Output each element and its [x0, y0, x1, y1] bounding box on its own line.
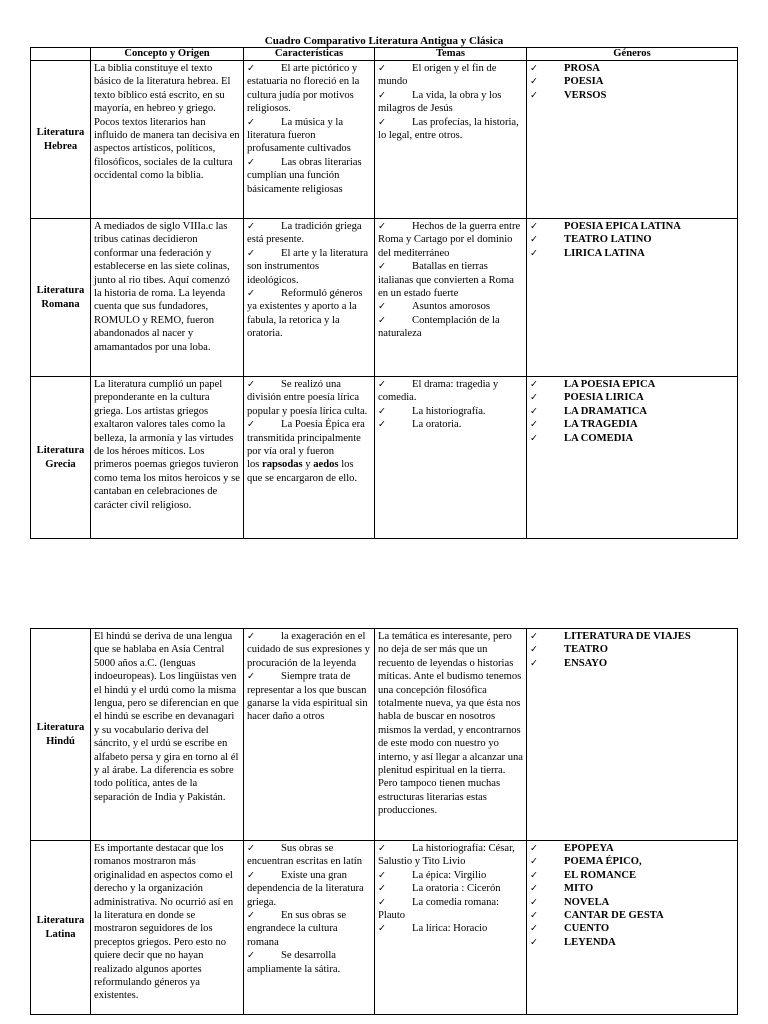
generos-cell: ✓ POESIA EPICA LATINA ✓ TEATRO LATINO ✓ LIRICA LATINA [527, 219, 738, 377]
check-icon: ✓ [530, 392, 538, 404]
check-icon: ✓ [530, 432, 538, 444]
check-icon: ✓ [530, 843, 538, 854]
header-empty [31, 48, 91, 61]
header-concepto: Concepto y Origen [91, 48, 244, 61]
check-icon: ✓ [378, 923, 386, 935]
caracteristicas-cell: ✓ El arte pictórico y estatuaria no floreció en la cultura judía por motivos religiosos. ✓ La música y la literatura fueron profusamente cultivados ✓ Las obras literarias cumplían una función básicamente religiosas [244, 61, 375, 219]
check-icon: ✓ [247, 288, 255, 300]
concepto-cell: La literatura cumplió un papel preponderante en la cultura griega. Los artistas griegos exaltaron valores tales como la belleza, la armonía y las virtudes de los héroes míticos. Los primeros poemas griegos tuvieron como tema los mitos heroicos y se cantaban en celebraciones de carácter civil religioso. [91, 377, 244, 539]
check-icon: ✓ [247, 950, 255, 962]
header-generos: Géneros [527, 48, 738, 61]
row-hebrea [31, 61, 738, 219]
document-title: Cuadro Comparativo Literatura Antigua y Clásica [264, 35, 504, 47]
check-icon: ✓ [247, 379, 255, 390]
check-icon: ✓ [530, 896, 538, 908]
check-icon: ✓ [247, 247, 255, 259]
caracteristicas-cell: ✓ La tradición griega está presente. ✓ El arte y la literatura son instrumentos ideológicos. ✓ Reformuló géneros ya existentes y aporto a la fabula, la retorica y la oratoria. [244, 219, 375, 377]
check-icon: ✓ [530, 923, 538, 935]
check-icon: ✓ [530, 221, 538, 232]
temas-cell: ✓ La historiografía: César, Salustio y Tito Livio ✓ La épica: Virgilio ✓ La oratoria : Cicerón ✓ La comedia romana: Plauto ✓ La lírica: Horacio [375, 841, 527, 1015]
row-label: Literatura Hebrea [31, 61, 91, 219]
check-icon: ✓ [247, 221, 255, 232]
check-icon: ✓ [378, 89, 386, 101]
check-icon: ✓ [247, 910, 255, 922]
temas-cell: La temática es interesante, pero no deja de ser más que un recuento de leyendas o historias míticas. Ante el budismo tenemos una concepción filosófica totalmente nueva, ya que ésta nos habla de buscar en nosotros mismos la verdad, y encontrarnos de este modo con nuestro yo interno, y así llegar a alcanzar una plenitud espiritual en la tierra. Pero tampoco tienen muchas estructuras literarias estas producciones. [375, 629, 527, 841]
generos-cell: ✓ LITERATURA DE VIAJES ✓ TEATRO ✓ ENSAYO [527, 629, 738, 841]
check-icon: ✓ [530, 856, 538, 868]
concepto-cell: Es importante destacar que los romanos mostraron más originalidad en aspectos como el derecho y la organización administrativa. No ocurrió así en la literatura en donde se mostraron seguidores de los preceptos griegos. Pero esto no quiere decir que no hayan realizado algunos aportes reformulando géneros ya existentes. [91, 841, 244, 1015]
check-icon: ✓ [378, 379, 386, 390]
caracteristicas-cell: ✓ la exageración en el cuidado de sus expresiones y procuración de la leyenda ✓ Siempre trata de representar a los que buscan ganarse la vida espiritual sin hacer daño a otros [244, 629, 375, 841]
check-icon: ✓ [530, 89, 538, 101]
check-icon: ✓ [378, 314, 386, 326]
row-label: Literatura Grecia [31, 377, 91, 539]
check-icon: ✓ [247, 671, 255, 683]
row-label: Literatura Latina [31, 841, 91, 1015]
row-hindu [31, 629, 738, 841]
generos-cell: ✓ LA POESIA EPICA ✓ POESIA LIRICA ✓ LA DRAMATICA ✓ LA TRAGEDIA ✓ LA COMEDIA [527, 377, 738, 539]
check-icon: ✓ [530, 644, 538, 656]
header-caracteristicas: Características [244, 48, 375, 61]
check-icon: ✓ [378, 405, 386, 417]
row-romana [31, 219, 738, 377]
check-icon: ✓ [378, 116, 386, 128]
concepto-cell: A mediados de siglo VIIIa.c las tribus catinas decidieron conformar una federación y establecerse en las siete colinas, junto al rio tibes. Aquí comenzó la historia de roma. La leyenda cuenta que sus fundadores, ROMULO y REMO, fueron abandonados al nacer y amamantados por una loba. [91, 219, 244, 377]
row-label: Literatura Hindú [31, 629, 91, 841]
check-icon: ✓ [247, 419, 255, 431]
comparison-table-bottom [30, 628, 738, 1015]
concepto-cell: La biblia constituye el texto básico de la literatura hebrea. El texto bíblico está escrito, en su mayoría, en hebreo y griego. Pocos textos literarios han influido de manera tan decisiva en aspectos artísticos, políticos, filosóficos, sociales de la cultura occidental como la biblia. [91, 61, 244, 219]
check-icon: ✓ [530, 379, 538, 390]
generos-cell: ✓ EPOPEYA ✓ POEMA ÉPICO, ✓ EL ROMANCE ✓ MITO ✓ NOVELA ✓ CANTAR DE GESTA ✓ CUENTO ✓ LEYENDA [527, 841, 738, 1015]
row-grecia [31, 377, 738, 539]
check-icon: ✓ [378, 261, 386, 273]
check-icon: ✓ [378, 221, 386, 232]
check-icon: ✓ [378, 869, 386, 881]
check-icon: ✓ [530, 76, 538, 88]
comparison-table-top [30, 47, 738, 539]
check-icon: ✓ [247, 116, 255, 128]
check-icon: ✓ [247, 63, 255, 74]
check-icon: ✓ [378, 843, 386, 854]
check-icon: ✓ [530, 419, 538, 431]
check-icon: ✓ [530, 883, 538, 895]
check-icon: ✓ [378, 301, 386, 313]
row-label: Literatura Romana [31, 219, 91, 377]
check-icon: ✓ [530, 910, 538, 922]
caracteristicas-cell: ✓ Se realizó una división entre poesía lírica popular y poesía lírica culta. ✓ La Poesía Épica era transmitida principalmente por vía oral y fueron los rapsodas y aedos los que se encargaron de ello. [244, 377, 375, 539]
check-icon: ✓ [247, 156, 255, 168]
check-icon: ✓ [378, 896, 386, 908]
row-latina [31, 841, 738, 1015]
check-icon: ✓ [247, 869, 255, 881]
check-icon: ✓ [247, 843, 255, 854]
check-icon: ✓ [530, 936, 538, 948]
header-row [31, 48, 738, 61]
check-icon: ✓ [378, 63, 386, 74]
check-icon: ✓ [530, 405, 538, 417]
temas-cell: ✓ El origen y el fin de mundo ✓ La vida, la obra y los milagros de Jesús ✓ Las profecías, la historia, lo legal, entre otros. [375, 61, 527, 219]
check-icon: ✓ [530, 234, 538, 246]
generos-cell: ✓ PROSA ✓ POESIA ✓ VERSOS [527, 61, 738, 219]
header-temas: Temas [375, 48, 527, 61]
temas-cell: ✓ El drama: tragedia y comedia. ✓ La historiografía. ✓ La oratoria. [375, 377, 527, 539]
check-icon: ✓ [530, 631, 538, 642]
temas-cell: ✓ Hechos de la guerra entre Roma y Cartago por el dominio del mediterráneo ✓ Batallas en tierras italianas que convierten a Roma en un estado fuerte ✓ Asuntos amorosos ✓ Contemplación de la naturaleza [375, 219, 527, 377]
check-icon: ✓ [378, 883, 386, 895]
concepto-cell: El hindú se deriva de una lengua que se hablaba en Asia Central 5000 años a.C. (lenguas indoeuropeas). Los lingüistas ven el hindú y el urdú como la misma lengua, pero se diferencian en que el hindú se escribe en devanagari y su vocabulario deriva del sáncrito, y el urdú se escribe en alfabeto persa y gira en torno al él y al árabe. La diferencia es sobre todo política, antes de la separación de India y Pakistán. [91, 629, 244, 841]
check-icon: ✓ [247, 631, 255, 642]
check-icon: ✓ [378, 419, 386, 431]
check-icon: ✓ [530, 247, 538, 259]
check-icon: ✓ [530, 869, 538, 881]
check-icon: ✓ [530, 63, 538, 74]
caracteristicas-cell: ✓ Sus obras se encuentran escritas en latín ✓ Existe una gran dependencia de la literatura griega. ✓ En sus obras se engrandece la cultura romana ✓ Se desarrolla ampliamente la sátira. [244, 841, 375, 1015]
check-icon: ✓ [530, 657, 538, 669]
